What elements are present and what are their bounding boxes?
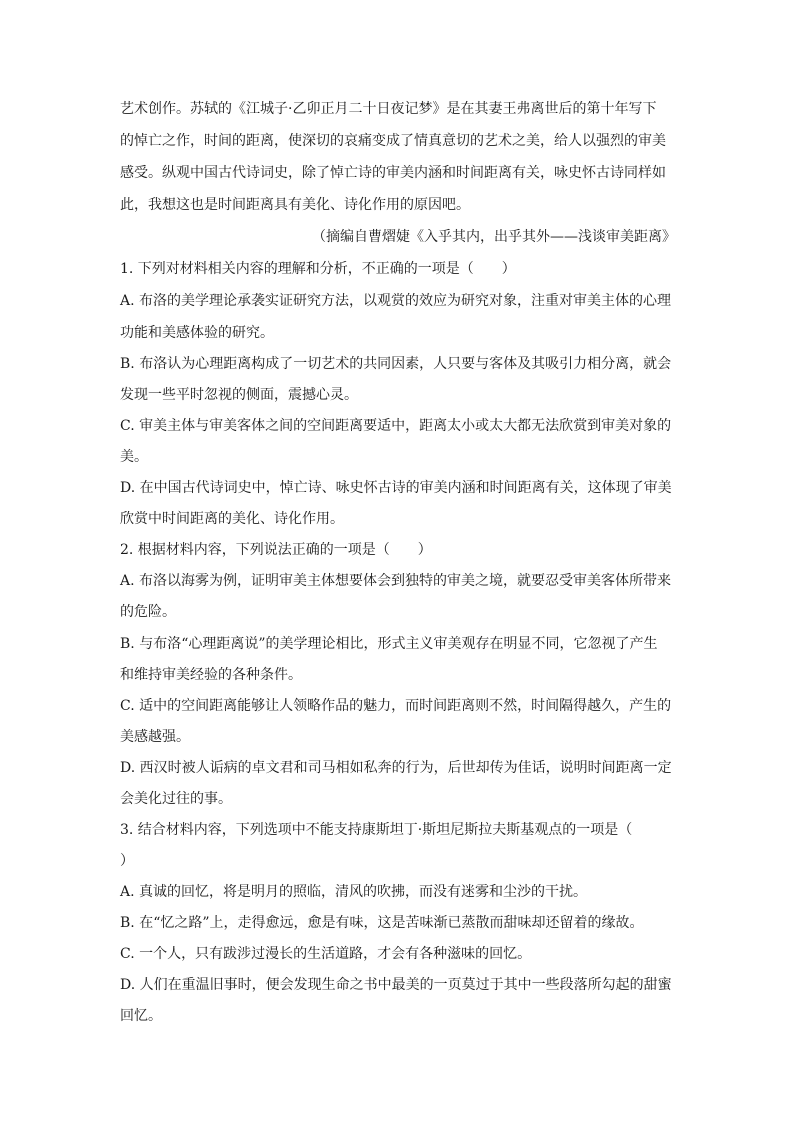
question-1-option-b: 发现一些平时忽视的侧面，震撼心灵。 (120, 387, 358, 403)
passage-line: 感受。纵观中国古代诗词史，除了悼亡诗的审美内涵和时间距离有关，咏史怀古诗同样如 (120, 165, 666, 181)
question-2-option-c: 美感越强。 (120, 729, 190, 745)
question-1-stem: 1. 下列对材料相关内容的理解和分析，不正确的一项是（ ） (120, 261, 516, 277)
question-2-option-b: 和维持审美经验的各种条件。 (120, 667, 302, 683)
question-2-option-d: D. 西汉时被人诟病的卓文君和司马相如私奔的行为，后世却传为佳话，说明时间距离一定 (120, 760, 672, 776)
question-2-option-a: 的危险。 (120, 604, 176, 620)
question-1-option-c: 美。 (120, 449, 148, 465)
question-2-option-b: B. 与布洛“心理距离说”的美学理论相比，形式主义审美观存在明显不同，它忽视了产生 (120, 636, 658, 652)
question-1-option-a: 功能和美感体验的研究。 (120, 325, 274, 341)
question-1-option-d: 欣赏中时间距离的美化、诗化作用。 (120, 511, 344, 527)
passage-line: 艺术创作。苏轼的《江城子·乙卯正月二十日夜记梦》是在其妻王弗离世后的第十年写下 (120, 101, 657, 117)
question-2-option-d: 会美化过往的事。 (120, 791, 232, 807)
question-2-option-a: A. 布洛以海雾为例，证明审美主体想要体会到独特的审美之境，就要忍受审美客体所带来 (120, 573, 672, 589)
question-3-option-a: A. 真诚的回忆，将是明月的照临，清风的吹拂，而没有迷雾和尘沙的干扰。 (120, 884, 588, 900)
question-3-option-d: D. 人们在重温旧事时，便会发现生命之书中最美的一页莫过于其中一些段落所勾起的甜蜜 (120, 977, 672, 993)
question-1-option-c: C. 审美主体与审美客体之间的空间距离要适中，距离太小或太大都无法欣赏到审美对象的 (120, 418, 672, 434)
passage-line: 的悼亡之作，时间的距离，使深切的哀痛变成了情真意切的艺术之美，给人以强烈的审美 (120, 133, 666, 149)
question-3-option-c: C. 一个人，只有跋涉过漫长的生活道路，才会有各种滋味的回忆。 (120, 946, 532, 962)
question-2-stem: 2. 根据材料内容，下列说法正确的一项是（ ） (120, 542, 432, 558)
question-1-option-d: D. 在中国古代诗词史中，悼亡诗、咏史怀古诗的审美内涵和时间距离有关，这体现了审美 (120, 480, 672, 496)
question-3-option-b: B. 在“忆之路”上，走得愈远，愈是有味，这是苦味渐已蒸散而甜味却还留着的缘故。 (120, 915, 644, 931)
passage-line: 此，我想这也是时间距离具有美化、诗化作用的原因吧。 (120, 197, 470, 213)
question-1-option-b: B. 布洛认为心理距离构成了一切艺术的共同因素，人只要与客体及其吸引力相分离，就会 (120, 356, 672, 372)
question-3-stem: ） (120, 853, 134, 869)
question-3-stem: 3. 结合材料内容，下列选项中不能支持康斯坦丁·斯坦尼斯拉夫斯基观点的一项是（ (120, 822, 633, 838)
question-1-option-a: A. 布洛的美学理论承袭实证研究方法，以观赏的效应为研究对象，注重对审美主体的心理 (120, 293, 672, 309)
question-3-option-d: 回忆。 (120, 1008, 162, 1024)
question-2-option-c: C. 适中的空间距离能够让人领略作品的魅力，而时间距离则不然，时间隔得越久，产生的 (120, 698, 672, 714)
passage-source: （摘编自曹熠婕《入乎其内，出乎其外——浅谈审美距离》 (312, 229, 676, 245)
